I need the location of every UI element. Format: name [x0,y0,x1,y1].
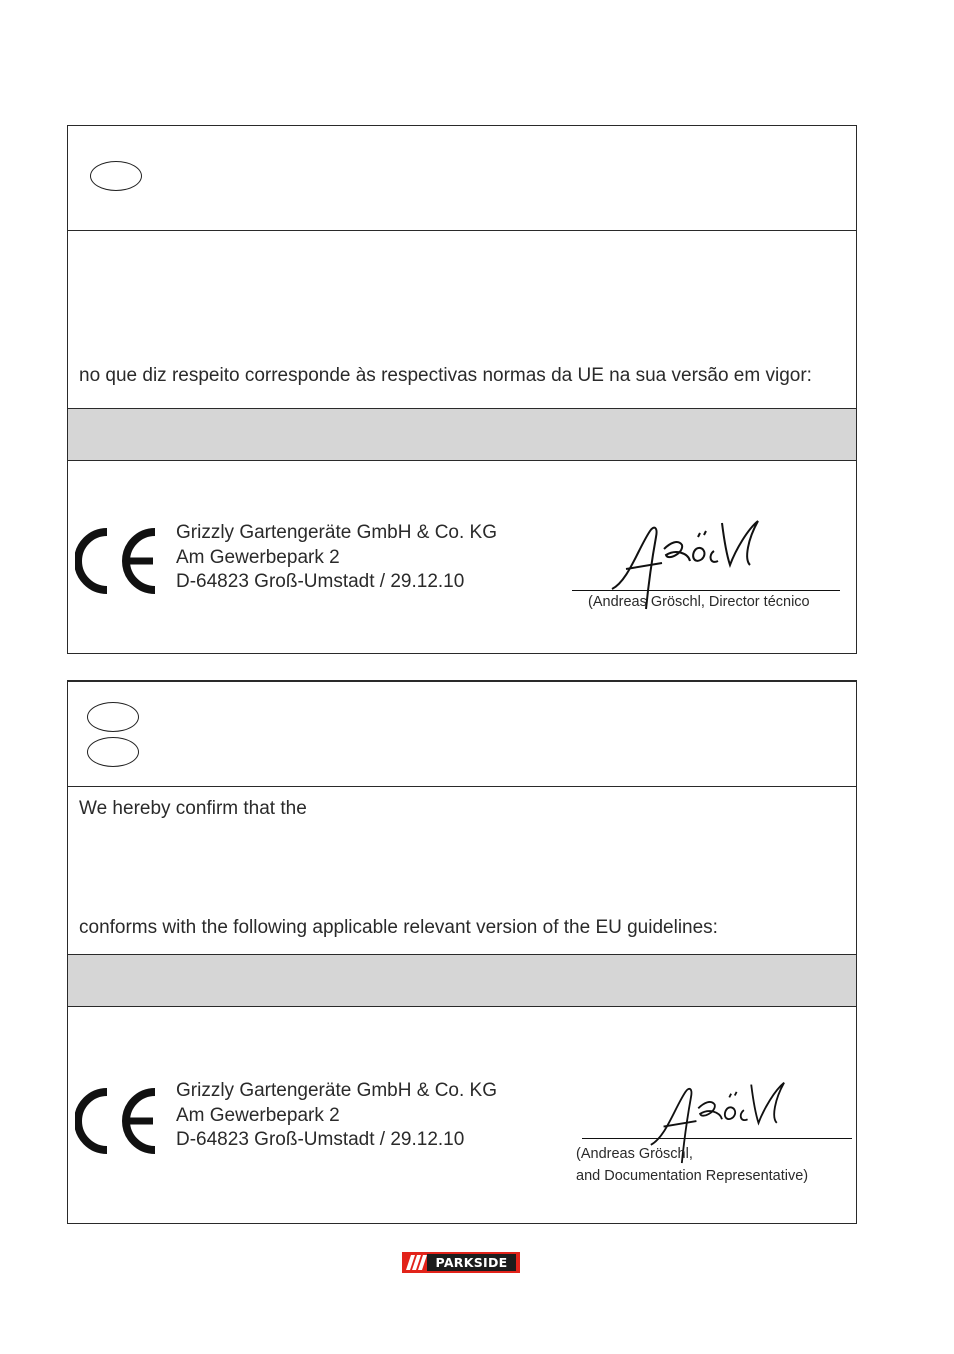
signature-row [68,461,856,653]
country-code-oval [87,737,139,767]
logo-slashes-icon [402,1252,428,1273]
confirm-text: We hereby confirm that the [79,798,307,819]
brand-name: PARKSIDE [427,1254,516,1271]
signature-line [582,1138,852,1139]
company-city-date: D-64823 Groß-Umstadt / 29.12.10 [176,571,465,592]
header-row [68,126,856,231]
signer-caption-line-1: (Andreas Gröschl, [576,1146,693,1162]
company-street: Am Gewerbepark 2 [176,1104,340,1126]
product-row [68,231,856,409]
signer-caption [576,1143,808,1187]
country-code-oval [90,161,142,191]
signer-caption-line-2: and Documentation Representative) [576,1168,809,1184]
directives-band [68,409,856,461]
directives-band [68,955,856,1007]
country-code-oval [87,702,139,732]
declaration-panel-pt [67,125,857,654]
company-city-date: D-64823 Groß-Umstadt / 29.12.10 [176,1129,465,1150]
company-street: Am Gewerbepark 2 [176,546,340,568]
signer-caption: (Andreas Gröschl, Director técnico [588,594,810,610]
conforms-text: conforms with the following applicable relevant version of the EU guidelines: [79,917,718,938]
ce-mark-icon [75,528,159,594]
signature-row [68,1007,856,1222]
company-name: Grizzly Gartengeräte GmbH & Co. KG [176,1080,497,1101]
company-name: Grizzly Gartengeräte GmbH & Co. KG [176,522,497,543]
header-row [68,682,856,787]
product-row [68,787,856,955]
declaration-panel-gb [67,680,857,1224]
intro-text: no que diz respeito corresponde às respectivas normas da UE na sua versão em vigor: [79,365,812,386]
company-address [176,1079,497,1153]
parkside-logo [402,1252,520,1273]
company-address [176,521,497,595]
ce-mark-icon [75,1088,159,1154]
